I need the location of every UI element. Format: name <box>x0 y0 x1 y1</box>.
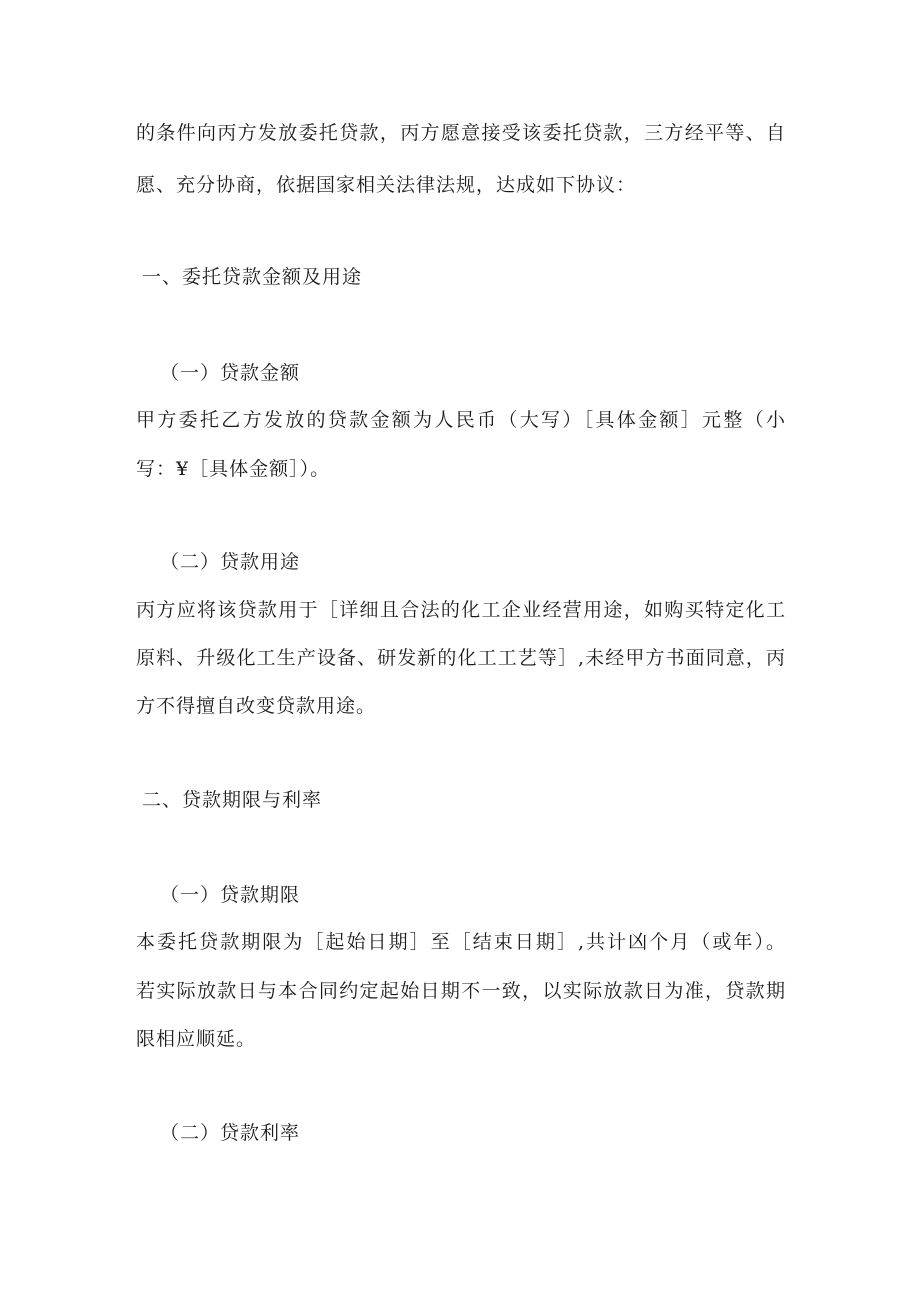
intro-line-1: 的条件向丙方发放委托贷款，丙方愿意接受该委托贷款，三方经平等、自 <box>136 122 786 144</box>
section-2-sub-2-heading: （二）贷款利率 <box>160 1122 301 1144</box>
section-1-sub-1-line-1: 甲方委托乙方发放的贷款金额为人民币（大写）［具体金额］元整（小 <box>136 409 786 431</box>
intro-line-2: 愿、充分协商，依据国家相关法律法规，达成如下协议： <box>136 174 637 196</box>
section-1-heading: 一、委托贷款金额及用途 <box>142 266 363 288</box>
section-1-sub-2-line-3: 方不得擅自改变贷款用途。 <box>136 695 377 717</box>
section-1-sub-1-heading: （一）贷款金额 <box>160 362 301 384</box>
section-2-sub-1-line-3: 限相应顺延。 <box>136 1028 257 1050</box>
section-2-heading: 二、贷款期限与利率 <box>142 789 323 811</box>
section-1-sub-1-line-2: 写：¥［具体金额］）。 <box>136 458 331 480</box>
section-1-sub-2-line-2: 原料、升级化工生产设备、研发新的化工工艺等］,未经甲方书面同意，丙 <box>136 647 786 669</box>
section-2-sub-1-heading: （一）贷款期限 <box>160 884 301 906</box>
section-1-sub-2-heading: （二）贷款用途 <box>160 551 301 573</box>
section-2-sub-1-line-2: 若实际放款日与本合同约定起始日期不一致，以实际放款日为准，贷款期 <box>136 980 786 1002</box>
section-1-sub-2-line-1: 丙方应将该贷款用于［详细且合法的化工企业经营用途，如购买特定化工 <box>136 599 786 621</box>
section-2-sub-1-line-1: 本委托贷款期限为［起始日期］至［结束日期］,共计凶个月（或年）。 <box>136 931 786 953</box>
